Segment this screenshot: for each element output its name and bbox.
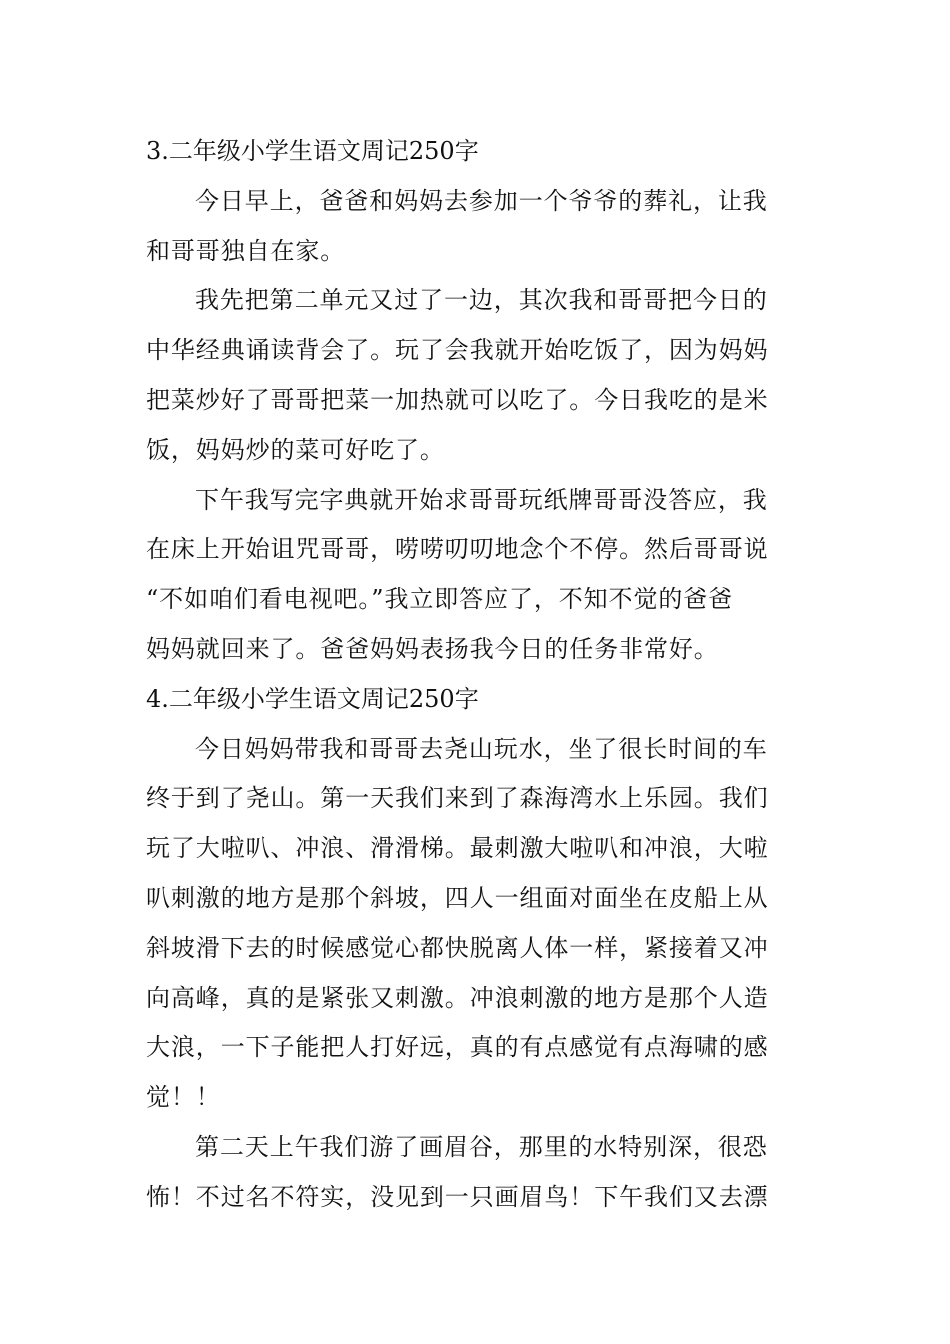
- paragraph-line: 把菜炒好了哥哥把菜一加热就可以吃了。今日我吃的是米: [146, 385, 769, 414]
- paragraph-line: 叭刺激的地方是那个斜坡，四人一组面对面坐在皮船上从: [146, 883, 769, 912]
- paragraph-line: 我先把第二单元又过了一边，其次我和哥哥把今日的: [195, 286, 768, 315]
- section-heading: 3.二年级小学生语文周记250字: [146, 137, 479, 165]
- paragraph-line: 第二天上午我们游了画眉谷，那里的水特别深，很恐: [195, 1132, 768, 1161]
- paragraph-line: 中华经典诵读背会了。玩了会我就开始吃饭了，因为妈妈: [146, 336, 769, 365]
- paragraph-line: 饭，妈妈炒的菜可好吃了。: [146, 435, 445, 464]
- paragraph-line: 妈妈就回来了。爸爸妈妈表扬我今日的任务非常好。: [146, 634, 719, 663]
- paragraph-line: “不如咱们看电视吧。”我立即答应了，不知不觉的爸爸: [146, 585, 734, 614]
- paragraph-line: 大浪，一下子能把人打好远，真的有点感觉有点海啸的感: [146, 1033, 769, 1062]
- paragraph-line: 玩了大啦叭、冲浪、滑滑梯。最刺激大啦叭和冲浪，大啦: [146, 834, 769, 863]
- paragraph-line: 觉！！: [146, 1083, 221, 1112]
- paragraph-line: 怖！不过名不符实，没见到一只画眉鸟！下午我们又去漂: [146, 1182, 769, 1211]
- paragraph-line: 终于到了尧山。第一天我们来到了森海湾水上乐园。我们: [146, 784, 769, 813]
- paragraph-line: 今日早上，爸爸和妈妈去参加一个爷爷的葬礼，让我: [195, 186, 768, 215]
- document-body: [146, 127, 806, 1223]
- section-heading: 4.二年级小学生语文周记250字: [146, 684, 479, 713]
- paragraph-line: 向高峰，真的是紧张又刺激。冲浪刺激的地方是那个人造: [146, 983, 769, 1012]
- paragraph-line: 下午我写完字典就开始求哥哥玩纸牌哥哥没答应，我: [195, 485, 768, 514]
- paragraph-line: 和哥哥独自在家。: [146, 236, 346, 265]
- paragraph-line: 今日妈妈带我和哥哥去尧山玩水，坐了很长时间的车: [195, 734, 768, 763]
- paragraph-line: 在床上开始诅咒哥哥，唠唠叨叨地念个不停。然后哥哥说: [146, 535, 769, 564]
- paragraph-line: 斜坡滑下去的时候感觉心都快脱离人体一样，紧接着又冲: [146, 933, 769, 962]
